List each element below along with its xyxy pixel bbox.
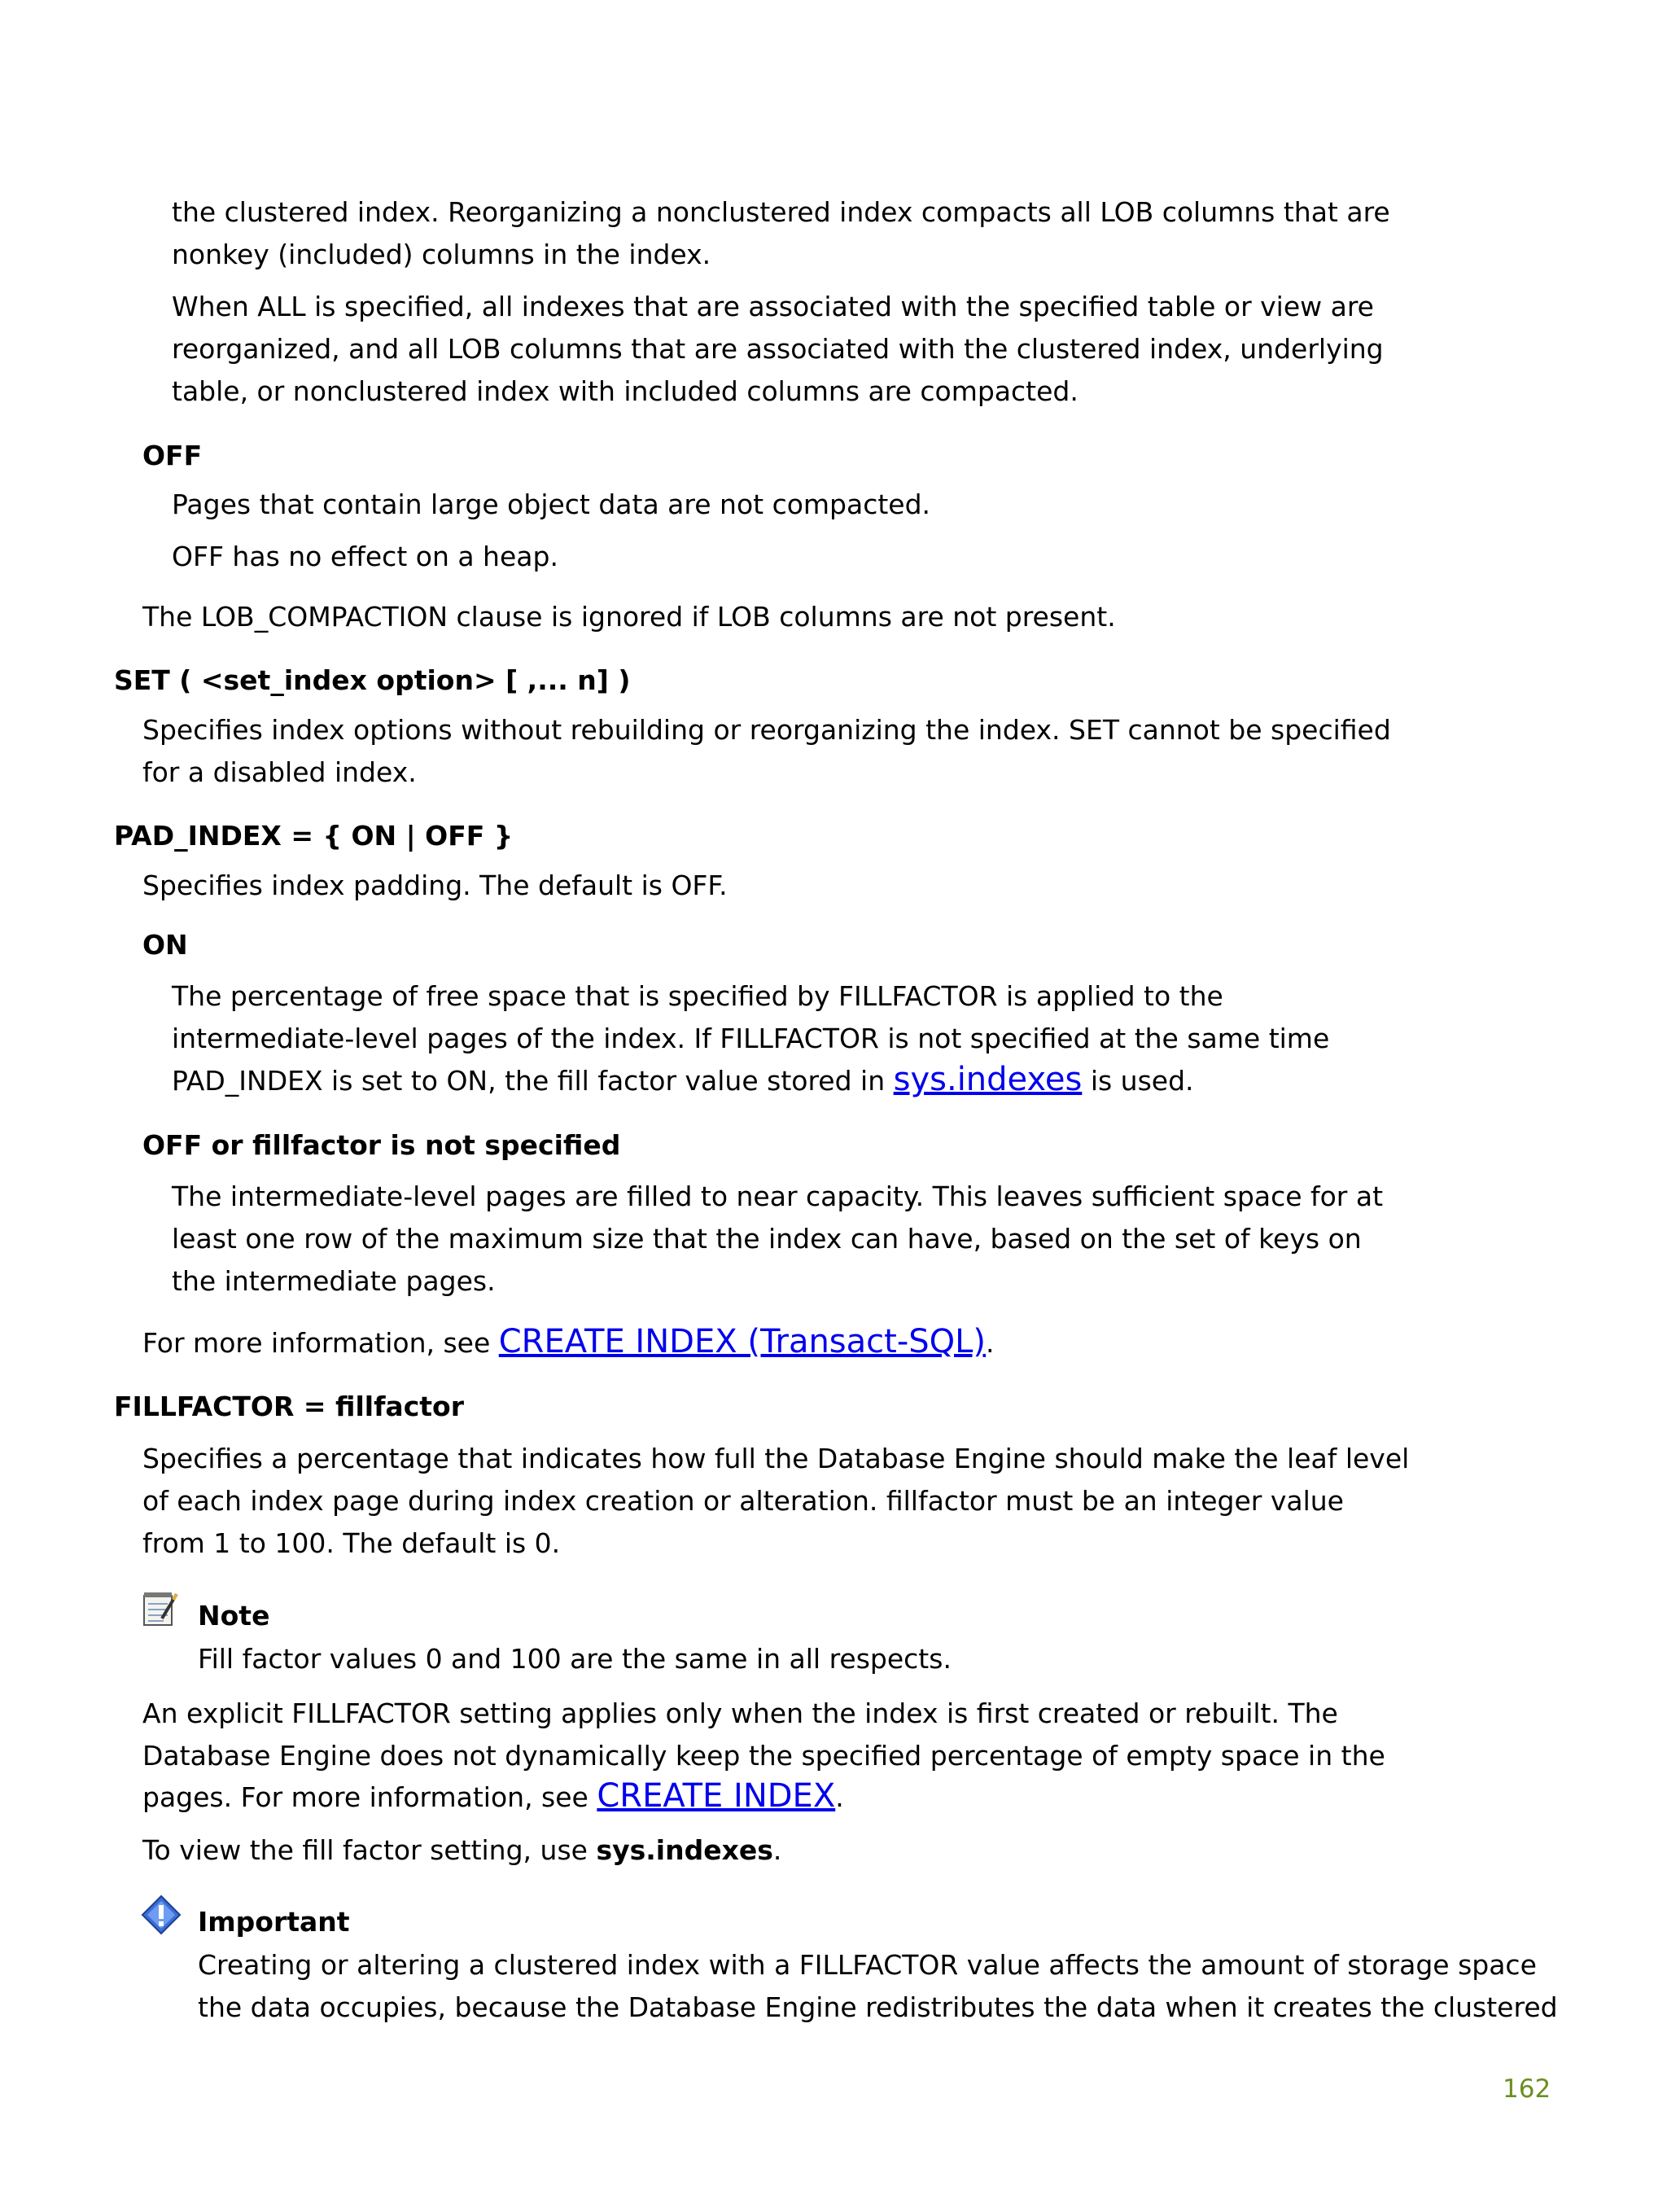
note-pad-icon — [141, 1589, 182, 1628]
important-text-line: Creating or altering a clustered index with a FILLFACTOR value affects the amount of storage space — [198, 1949, 1537, 1981]
note-text: Fill factor values 0 and 100 are the same in all respects. — [198, 1643, 952, 1675]
important-text-line: the data occupies, because the Database Engine redistributes the data when it creates the clustered — [198, 1991, 1558, 2023]
paragraph-line: least one row of the maximum size that the index can have, based on the set of keys on — [172, 1223, 1362, 1255]
text-segment: is used. — [1082, 1065, 1194, 1097]
paragraph-line: the intermediate pages. — [172, 1265, 496, 1297]
paragraph-line: Specifies index padding. The default is OFF. — [142, 869, 728, 901]
paragraph-line: When ALL is specified, all indexes that are associated with the specified table or view are — [172, 291, 1374, 322]
term-off-or-fillfactor: OFF or fillfactor is not specified — [142, 1129, 621, 1161]
page-number: 162 — [1503, 2074, 1551, 2104]
text-segment: . — [772, 1834, 782, 1866]
note-title: Note — [198, 1600, 270, 1632]
paragraph-line — [142, 1777, 844, 1815]
text-segment: For more information, see — [142, 1327, 499, 1359]
paragraph-line: Specifies a percentage that indicates how full the Database Engine should make the leaf level — [142, 1443, 1410, 1474]
paragraph-line: Database Engine does not dynamically keep the specified percentage of empty space in the — [142, 1740, 1385, 1772]
term-pad-index: PAD_INDEX = { ON | OFF } — [114, 820, 514, 852]
term-on: ON — [142, 929, 188, 961]
paragraph-line — [142, 1834, 781, 1867]
text-segment: To view the fill factor setting, use — [142, 1834, 597, 1866]
paragraph-line: intermediate-level pages of the index. If FILLFACTOR is not specified at the same time — [172, 1023, 1330, 1054]
important-title: Important — [198, 1906, 350, 1938]
paragraph-line: from 1 to 100. The default is 0. — [142, 1527, 561, 1559]
sys-indexes-link[interactable]: sys.indexes — [893, 1061, 1083, 1098]
paragraph-line: of each index page during index creation or alteration. fillfactor must be an integer value — [142, 1485, 1344, 1517]
create-index-transact-sql-link[interactable]: CREATE INDEX (Transact-SQL) — [498, 1323, 987, 1360]
paragraph-line: the clustered index. Reorganizing a nonclustered index compacts all LOB columns that are — [172, 196, 1390, 228]
paragraph-line: Specifies index options without rebuilding or reorganizing the index. SET cannot be specified — [142, 714, 1391, 746]
text-segment: . — [835, 1781, 844, 1813]
paragraph-line — [172, 1063, 1194, 1097]
paragraph-line — [142, 1325, 995, 1360]
paragraph-line: OFF has no effect on a heap. — [172, 541, 558, 572]
term-fillfactor: FILLFACTOR = fillfactor — [114, 1391, 464, 1422]
paragraph-line: An explicit FILLFACTOR setting applies only when the index is first created or rebuilt. The — [142, 1697, 1338, 1729]
text-segment: PAD_INDEX is set to ON, the fill factor value stored in — [172, 1065, 894, 1097]
text-segment: pages. For more information, see — [142, 1781, 597, 1813]
paragraph-line: The percentage of free space that is specified by FILLFACTOR is applied to the — [172, 980, 1223, 1012]
create-index-link[interactable]: CREATE INDEX — [597, 1777, 836, 1815]
info-diamond-icon — [140, 1894, 182, 1936]
term-off: OFF — [142, 440, 203, 471]
paragraph-line: nonkey (included) columns in the index. — [172, 239, 711, 270]
paragraph-line: The LOB_COMPACTION clause is ignored if LOB columns are not present. — [142, 601, 1116, 633]
text-segment: . — [986, 1327, 995, 1359]
paragraph-line: table, or nonclustered index with included columns are compacted. — [172, 375, 1079, 407]
paragraph-line: The intermediate-level pages are filled to near capacity. This leaves sufficient space for at — [172, 1180, 1384, 1212]
paragraph-line: reorganized, and all LOB columns that are associated with the clustered index, underlying — [172, 333, 1384, 365]
paragraph-line: for a disabled index. — [142, 756, 417, 788]
term-set: SET ( <set_index option> [ ,... n] ) — [114, 664, 631, 696]
sys-indexes-bold: sys.indexes — [596, 1834, 773, 1866]
paragraph-line: Pages that contain large object data are not compacted. — [172, 488, 931, 520]
